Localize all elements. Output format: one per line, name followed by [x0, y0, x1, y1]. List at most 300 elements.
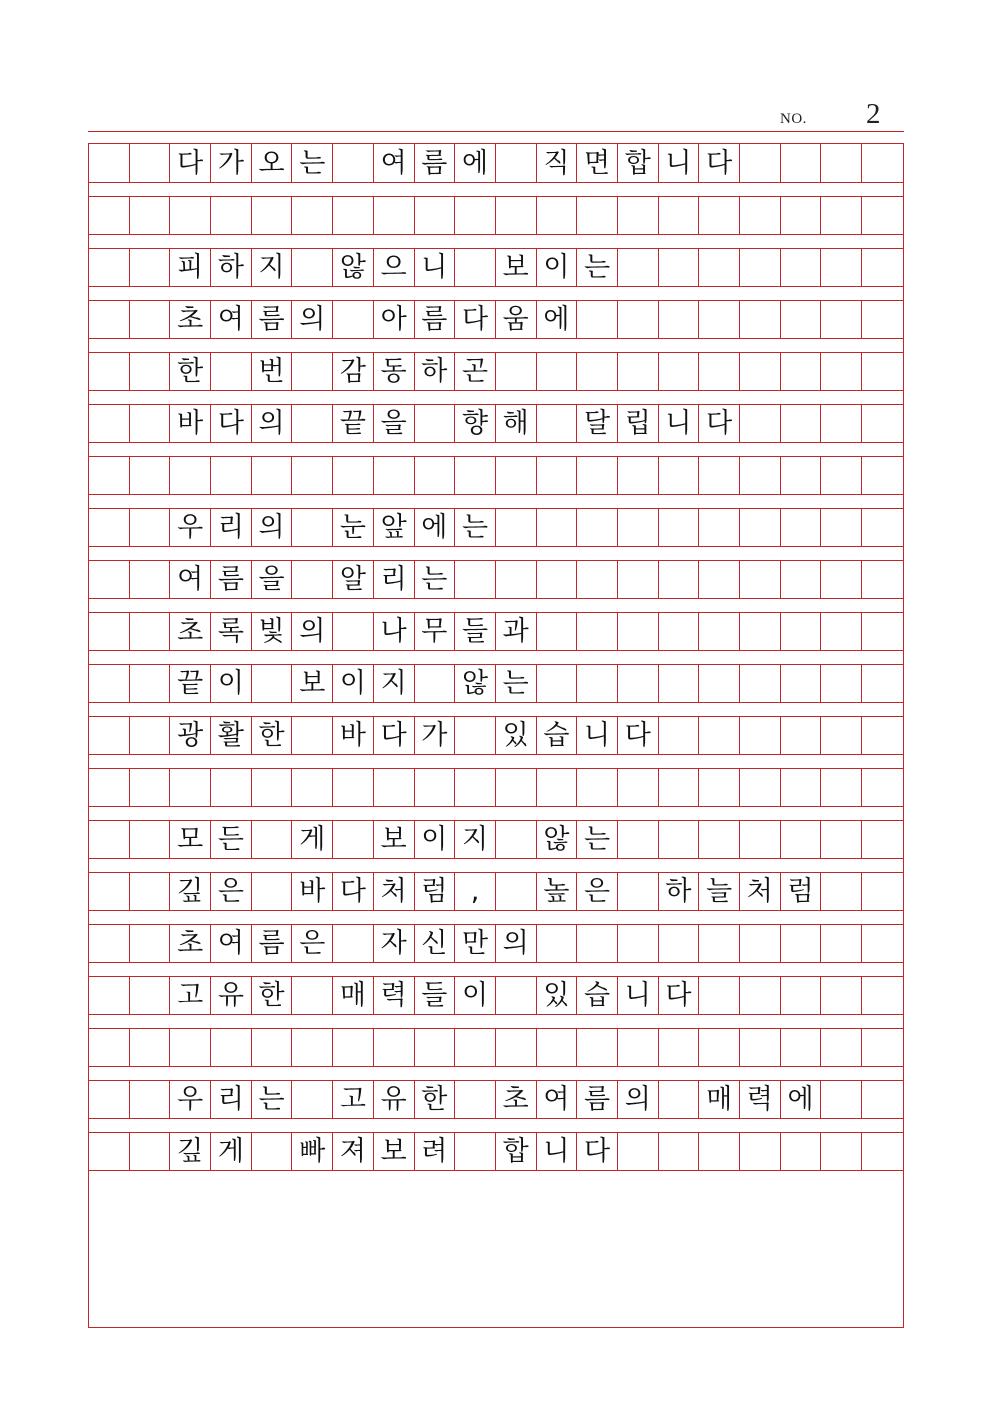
grid-cell	[740, 353, 781, 390]
grid-cell: 에	[537, 301, 578, 338]
grid-cell: 초	[170, 925, 211, 962]
grid-cell: 여	[211, 301, 252, 338]
grid-cell	[577, 353, 618, 390]
grid-cell: 다	[659, 977, 700, 1014]
grid-cell	[781, 405, 822, 442]
grid-cell: 이	[537, 249, 578, 286]
grid-cell	[699, 353, 740, 390]
grid-cell	[699, 301, 740, 338]
grid-cell	[781, 457, 822, 494]
grid-cell	[781, 144, 822, 182]
grid-cell	[659, 561, 700, 598]
grid-cell	[740, 509, 781, 546]
grid-cell: 가	[415, 717, 456, 754]
grid-cell: 않	[333, 249, 374, 286]
grid-cell: 다	[211, 405, 252, 442]
grid-cell	[781, 509, 822, 546]
grid-cell	[862, 301, 903, 338]
grid-cell: 름	[252, 925, 293, 962]
grid-cell	[415, 665, 456, 702]
grid-cell	[496, 509, 537, 546]
grid-cell: 으	[374, 249, 415, 286]
grid-cell	[699, 665, 740, 702]
grid-cell	[862, 353, 903, 390]
grid-cell: 매	[333, 977, 374, 1014]
grid-cell	[89, 405, 130, 442]
grid-cell: 이	[415, 821, 456, 858]
grid-cell: 우	[170, 1081, 211, 1118]
grid-cell	[699, 769, 740, 806]
grid-row	[89, 352, 903, 391]
grid-cell	[415, 457, 456, 494]
grid-cell	[537, 197, 578, 234]
grid-cell: 의	[252, 405, 293, 442]
grid-cell	[862, 197, 903, 234]
grid-cell: 는	[577, 249, 618, 286]
grid-cell	[89, 1081, 130, 1118]
grid-cell: 다	[577, 1133, 618, 1170]
grid-row	[89, 1132, 903, 1171]
grid-cell	[130, 509, 171, 546]
grid-cell	[821, 1133, 862, 1170]
grid-cell	[577, 769, 618, 806]
grid-cell	[659, 509, 700, 546]
grid-cell: 늘	[699, 873, 740, 910]
grid-cell	[618, 561, 659, 598]
grid-cell: 깊	[170, 1133, 211, 1170]
grid-cell: 합	[496, 1133, 537, 1170]
grid-cell	[130, 1081, 171, 1118]
grid-cell: 의	[292, 613, 333, 650]
grid-cell: 달	[577, 405, 618, 442]
grid-cell	[781, 925, 822, 962]
grid-cell: ,	[455, 873, 496, 910]
grid-cell	[862, 509, 903, 546]
grid-cell	[740, 197, 781, 234]
grid-cell	[89, 301, 130, 338]
grid-cell: 리	[374, 561, 415, 598]
grid-cell	[89, 1133, 130, 1170]
grid-cell: 름	[415, 301, 456, 338]
grid-cell	[496, 821, 537, 858]
grid-cell	[577, 457, 618, 494]
grid-cell: 이	[333, 665, 374, 702]
grid-cell	[659, 821, 700, 858]
grid-cell	[781, 249, 822, 286]
grid-cell	[862, 977, 903, 1014]
grid-cell	[374, 1029, 415, 1066]
grid-cell	[374, 197, 415, 234]
grid-cell: 깊	[170, 873, 211, 910]
grid-cell	[415, 197, 456, 234]
grid-cell: 끝	[333, 405, 374, 442]
grid-cell: 여	[537, 1081, 578, 1118]
grid-cell	[699, 821, 740, 858]
grid-cell	[89, 925, 130, 962]
grid-cell: 한	[415, 1081, 456, 1118]
grid-cell	[130, 301, 171, 338]
grid-cell	[862, 1029, 903, 1066]
grid-cell: 처	[374, 873, 415, 910]
grid-row	[89, 768, 903, 807]
grid-row	[89, 716, 903, 755]
grid-cell: 리	[211, 1081, 252, 1118]
grid-cell	[740, 717, 781, 754]
grid-cell	[252, 1029, 293, 1066]
grid-cell: 지	[252, 249, 293, 286]
grid-cell	[659, 769, 700, 806]
grid-cell	[496, 561, 537, 598]
grid-cell: 은	[211, 873, 252, 910]
grid-row	[89, 664, 903, 703]
grid-cell: 에	[781, 1081, 822, 1118]
grid-cell	[577, 665, 618, 702]
page-number: 2	[866, 98, 881, 130]
grid-cell: 보	[374, 1133, 415, 1170]
grid-cell	[89, 613, 130, 650]
grid-cell: 는	[577, 821, 618, 858]
grid-cell: 고	[170, 977, 211, 1014]
grid-cell	[618, 457, 659, 494]
grid-cell: 면	[577, 144, 618, 182]
grid-cell	[618, 301, 659, 338]
grid-cell	[740, 457, 781, 494]
grid-cell	[618, 353, 659, 390]
grid-cell	[537, 769, 578, 806]
grid-cell	[211, 197, 252, 234]
grid-row	[89, 924, 903, 963]
grid-cell: 처	[740, 873, 781, 910]
grid-cell: 여	[211, 925, 252, 962]
grid-row	[89, 196, 903, 235]
grid-cell	[333, 821, 374, 858]
grid-cell	[577, 613, 618, 650]
grid-row	[89, 508, 903, 547]
grid-cell: 을	[374, 405, 415, 442]
grid-cell	[659, 249, 700, 286]
grid-cell	[781, 821, 822, 858]
grid-cell	[618, 665, 659, 702]
grid-cell	[89, 353, 130, 390]
grid-cell	[455, 1133, 496, 1170]
grid-cell	[292, 405, 333, 442]
grid-cell: 움	[496, 301, 537, 338]
grid-cell	[292, 197, 333, 234]
grid-cell	[496, 977, 537, 1014]
grid-cell: 유	[211, 977, 252, 1014]
grid-cell	[862, 457, 903, 494]
grid-cell: 이	[455, 977, 496, 1014]
grid-cell	[781, 977, 822, 1014]
grid-cell	[821, 1081, 862, 1118]
grid-cell	[821, 144, 862, 182]
grid-cell	[130, 457, 171, 494]
grid-cell: 다	[170, 144, 211, 182]
grid-cell	[496, 144, 537, 182]
grid-cell	[740, 1029, 781, 1066]
grid-row	[89, 1028, 903, 1067]
grid-cell	[659, 1081, 700, 1118]
grid-cell	[821, 249, 862, 286]
grid-cell	[618, 1029, 659, 1066]
grid-cell	[740, 1133, 781, 1170]
grid-cell	[130, 405, 171, 442]
grid-cell	[659, 457, 700, 494]
page-number-label: NO.	[780, 111, 807, 127]
grid-cell	[89, 561, 130, 598]
grid-cell	[537, 613, 578, 650]
grid-cell	[252, 821, 293, 858]
grid-cell: 광	[170, 717, 211, 754]
grid-cell	[374, 769, 415, 806]
grid-cell: 있	[537, 977, 578, 1014]
grid-cell	[252, 665, 293, 702]
grid-cell	[455, 717, 496, 754]
grid-cell	[740, 769, 781, 806]
grid-cell	[659, 353, 700, 390]
grid-cell	[89, 1029, 130, 1066]
grid-cell	[252, 873, 293, 910]
grid-cell: 의	[496, 925, 537, 962]
grid-cell	[618, 509, 659, 546]
grid-cell	[537, 509, 578, 546]
grid-cell: 합	[618, 144, 659, 182]
grid-cell: 보	[496, 249, 537, 286]
grid-cell	[659, 613, 700, 650]
grid-cell	[659, 717, 700, 754]
grid-cell: 하	[211, 249, 252, 286]
grid-cell: 지	[374, 665, 415, 702]
grid-cell: 의	[252, 509, 293, 546]
grid-cell	[211, 353, 252, 390]
grid-cell	[455, 561, 496, 598]
manuscript-grid	[88, 143, 904, 1328]
grid-cell	[130, 821, 171, 858]
grid-cell	[537, 405, 578, 442]
grid-cell	[89, 769, 130, 806]
grid-cell: 는	[455, 509, 496, 546]
grid-cell	[699, 717, 740, 754]
grid-cell	[862, 1133, 903, 1170]
grid-cell	[130, 717, 171, 754]
grid-cell: 모	[170, 821, 211, 858]
grid-cell	[415, 769, 456, 806]
grid-cell	[170, 457, 211, 494]
grid-cell: 바	[170, 405, 211, 442]
grid-cell	[699, 561, 740, 598]
grid-cell	[170, 769, 211, 806]
grid-cell	[252, 457, 293, 494]
grid-cell	[659, 197, 700, 234]
grid-cell	[821, 613, 862, 650]
grid-cell: 빛	[252, 613, 293, 650]
grid-cell	[89, 509, 130, 546]
grid-cell	[130, 249, 171, 286]
grid-cell	[862, 821, 903, 858]
grid-row	[89, 456, 903, 495]
grid-cell	[821, 925, 862, 962]
grid-cell	[618, 613, 659, 650]
grid-cell	[89, 717, 130, 754]
grid-cell: 다	[699, 144, 740, 182]
grid-cell: 다	[333, 873, 374, 910]
grid-cell: 가	[211, 144, 252, 182]
grid-cell	[781, 717, 822, 754]
grid-cell: 한	[252, 977, 293, 1014]
grid-cell: 는	[252, 1081, 293, 1118]
grid-cell	[252, 1133, 293, 1170]
grid-cell	[89, 821, 130, 858]
grid-cell: 초	[496, 1081, 537, 1118]
grid-cell: 초	[170, 301, 211, 338]
grid-cell	[130, 1029, 171, 1066]
grid-cell	[577, 197, 618, 234]
grid-cell	[577, 301, 618, 338]
grid-cell: 은	[292, 925, 333, 962]
grid-cell: 앞	[374, 509, 415, 546]
grid-cell: 는	[415, 561, 456, 598]
grid-cell	[659, 665, 700, 702]
grid-cell: 려	[415, 1133, 456, 1170]
grid-cell: 습	[577, 977, 618, 1014]
grid-row	[89, 248, 903, 287]
grid-cell	[781, 1133, 822, 1170]
grid-cell: 활	[211, 717, 252, 754]
grid-cell	[740, 925, 781, 962]
grid-cell: 보	[292, 665, 333, 702]
grid-cell	[821, 717, 862, 754]
grid-cell	[821, 769, 862, 806]
grid-cell	[292, 249, 333, 286]
grid-cell: 다	[374, 717, 415, 754]
grid-cell	[89, 873, 130, 910]
grid-cell	[740, 301, 781, 338]
grid-cell: 아	[374, 301, 415, 338]
grid-cell	[862, 249, 903, 286]
grid-cell	[862, 561, 903, 598]
grid-cell	[781, 197, 822, 234]
grid-cell	[699, 613, 740, 650]
grid-cell	[130, 1133, 171, 1170]
grid-cell	[496, 873, 537, 910]
grid-row	[89, 300, 903, 339]
grid-cell	[333, 613, 374, 650]
grid-row	[89, 612, 903, 651]
grid-cell	[781, 1029, 822, 1066]
grid-cell: 니	[659, 144, 700, 182]
grid-cell	[537, 561, 578, 598]
grid-cell: 다	[455, 301, 496, 338]
grid-row	[89, 872, 903, 911]
grid-cell	[537, 457, 578, 494]
grid-cell: 않	[455, 665, 496, 702]
grid-cell	[89, 249, 130, 286]
grid-cell: 동	[374, 353, 415, 390]
grid-cell	[333, 144, 374, 182]
grid-cell: 름	[252, 301, 293, 338]
grid-cell	[699, 197, 740, 234]
grid-cell	[821, 353, 862, 390]
grid-cell	[292, 1081, 333, 1118]
grid-cell	[659, 301, 700, 338]
grid-cell: 있	[496, 717, 537, 754]
grid-cell	[659, 1029, 700, 1066]
grid-cell	[862, 873, 903, 910]
grid-cell: 매	[699, 1081, 740, 1118]
grid-cell: 보	[374, 821, 415, 858]
grid-cell	[821, 977, 862, 1014]
grid-cell	[455, 197, 496, 234]
grid-cell: 끝	[170, 665, 211, 702]
grid-cell	[781, 353, 822, 390]
grid-cell	[537, 665, 578, 702]
grid-cell	[862, 613, 903, 650]
grid-cell	[821, 197, 862, 234]
grid-cell: 력	[740, 1081, 781, 1118]
grid-cell	[211, 457, 252, 494]
grid-cell: 니	[659, 405, 700, 442]
grid-cell	[130, 353, 171, 390]
grid-cell: 유	[374, 1081, 415, 1118]
grid-cell: 신	[415, 925, 456, 962]
grid-cell: 게	[211, 1133, 252, 1170]
grid-cell	[699, 249, 740, 286]
grid-row	[89, 404, 903, 443]
grid-cell: 의	[618, 1081, 659, 1118]
grid-cell	[659, 1133, 700, 1170]
grid-cell	[659, 925, 700, 962]
grid-cell	[781, 613, 822, 650]
grid-cell	[577, 925, 618, 962]
grid-cell: 니	[577, 717, 618, 754]
grid-cell: 우	[170, 509, 211, 546]
grid-cell: 번	[252, 353, 293, 390]
grid-cell	[333, 769, 374, 806]
grid-cell	[618, 197, 659, 234]
grid-cell: 리	[211, 509, 252, 546]
grid-cell	[455, 249, 496, 286]
grid-cell	[618, 873, 659, 910]
grid-cell	[781, 561, 822, 598]
grid-cell: 하	[415, 353, 456, 390]
grid-cell: 높	[537, 873, 578, 910]
grid-cell	[740, 821, 781, 858]
grid-cell	[170, 1029, 211, 1066]
grid-cell	[577, 561, 618, 598]
grid-cell	[862, 405, 903, 442]
grid-cell: 럼	[781, 873, 822, 910]
grid-cell	[455, 457, 496, 494]
grid-cell	[821, 1029, 862, 1066]
grid-cell: 무	[415, 613, 456, 650]
grid-cell: 곤	[455, 353, 496, 390]
grid-cell	[130, 769, 171, 806]
grid-cell	[496, 353, 537, 390]
grid-cell: 니	[537, 1133, 578, 1170]
grid-cell	[89, 197, 130, 234]
grid-cell	[130, 561, 171, 598]
grid-cell: 은	[577, 873, 618, 910]
grid-cell: 바	[333, 717, 374, 754]
grid-cell	[740, 665, 781, 702]
grid-cell: 니	[618, 977, 659, 1014]
grid-cell	[699, 977, 740, 1014]
grid-cell	[618, 769, 659, 806]
grid-cell: 한	[170, 353, 211, 390]
grid-cell	[781, 665, 822, 702]
grid-cell	[292, 561, 333, 598]
grid-cell	[292, 717, 333, 754]
